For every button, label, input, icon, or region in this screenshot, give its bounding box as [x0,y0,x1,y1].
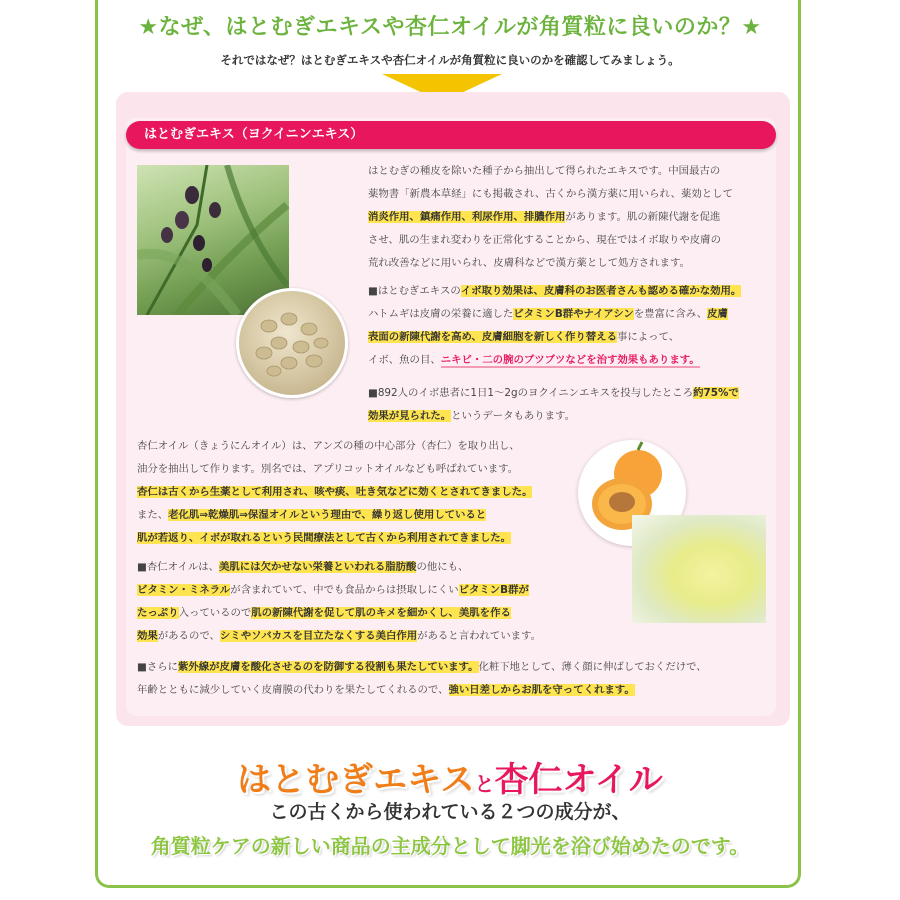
text-line [368,160,733,183]
text-segment: 年齢とともに減少していく皮膚膜の代わりを果たしてくれるので、 [137,684,449,696]
highlighted-text: 効果が見られた。 [368,410,452,422]
highlighted-text: 紫外線が皮膚を酸化させるのを防御する役割も果たしています。 [178,661,479,673]
highlighted-text: 強い日差しからお肌を守ってくれます。 [448,684,635,696]
text-segment: があるので、 [157,630,220,642]
kyonin-nutrients [137,556,541,648]
hatomugi-description [368,160,733,275]
text-segment: というデータもあります。 [451,410,575,422]
apricot-oil-image [632,515,766,623]
text-line [368,229,733,252]
conclusion-connector: と [474,772,495,796]
text-line [137,602,541,625]
hatomugi-wart-effect [368,280,741,372]
text-segment: 入っているので [178,607,252,619]
conclusion-line-3: 角質粒ケアの新しい商品の主成分として脚光を浴び始めたのです。 [150,834,750,858]
text-line [137,481,532,504]
highlighted-text: 皮膚 [707,308,728,320]
highlighted-text: ビタミン・ミネラル [137,584,231,596]
highlighted-text: ビタミンB群やナイアシン [513,308,634,320]
section-title-bar [126,121,776,149]
text-segment: ハトムギは皮膚の栄養に適した [368,308,514,320]
text-segment: を豊富に含み、 [633,308,708,320]
text-segment: ■はとむぎエキスの [368,285,461,297]
text-line [137,458,532,481]
kyonin-uv-protection [137,656,707,702]
highlighted-text: 老化肌⇒乾燥肌⇒保湿オイルという理由で、繰り返し使用していると [168,509,487,521]
text-segment: ■杏仁オイルは、 [137,561,220,573]
page-subheadline: それではなぜ？はとむぎエキスや杏仁オイルが角質粒に良いのかを確認してみましょう。 [220,53,680,67]
text-segment: させ、肌の生まれ変わりを正常化することから、現在ではイボ取りや皮膚の [368,234,721,246]
highlighted-text: 肌が若返り、イボが取れるという民間療法として古くから利用されてきました。 [137,532,512,544]
section-title: はとむぎエキス（ヨクイニンエキス） [144,127,364,142]
text-line [368,349,741,372]
text-line [137,556,541,579]
highlighted-text: ビタミンB群が [458,584,529,596]
text-line [368,280,741,303]
text-line [368,206,733,229]
text-line [137,579,541,602]
text-segment: ■さらに [137,661,178,673]
hatomugi-clinical-data [368,382,739,428]
text-segment: 荒れ改善などに用いられ、皮膚科などで漢方薬として処方されます。 [368,257,690,269]
text-segment: 油分を抽出して作ります。別名では、アプリコットオイルなども呼ばれています。 [137,463,519,475]
highlighted-text: 効果 [137,630,158,642]
highlighted-text: 表面の新陳代謝を高め、皮膚細胞を新しく作り替える [368,331,617,343]
text-line [137,504,532,527]
highlighted-text: イボ取り効果は、皮膚科のお医者さんも認める確かな効用。 [460,285,742,297]
page-headline: ★なぜ、はとむぎエキスや杏仁オイルが角質粒に良いのか？★ [138,15,762,40]
text-segment: 杏仁オイル（きょうにんオイル）は、アンズの種の中心部分（杏仁）を取り出し、 [137,440,520,452]
conclusion-ingredient-2: 杏仁オイル [494,760,663,800]
highlighted-text: たっぷり [137,607,179,619]
text-segment: ■892人のイボ患者に1日1～2gのヨクイニンエキスを投与したところ [368,387,694,399]
text-line [368,252,733,275]
text-segment: が含まれていて、中でも食品からは摂取しにくい [230,584,459,596]
highlighted-text: 約75%で [693,387,739,399]
text-segment: 事によって、 [616,331,680,343]
emphasis-text: ニキビ・二の腕のブツブツなどを治す効果もあります。 [440,354,700,366]
hatomugi-seeds-image [236,288,348,398]
text-segment: があると言われています。 [417,630,541,642]
text-segment: があります。肌の新陳代謝を促進 [565,211,721,223]
text-segment: はとむぎの種皮を除いた種子から抽出して得られたエキスです。中国最古の [368,165,721,177]
text-segment: また、 [137,509,169,521]
text-line [368,405,739,428]
text-line [137,656,707,679]
highlighted-text: 美肌には欠かせない栄養といわれる脂肪酸 [219,561,417,573]
text-segment: 薬物書「新農本草経」にも掲載され、古くから漢方薬に用いられ、薬効として [368,188,733,200]
text-line [368,183,733,206]
text-line [368,303,741,326]
text-line [137,625,541,648]
conclusion-line-2: この古くから使われている２つの成分が、 [269,801,631,823]
text-line [368,326,741,349]
kyonin-description [137,435,532,550]
conclusion-ingredient-1: はとむぎエキス [237,760,475,800]
highlighted-text: シミやソバカスを目立たなくする美白作用 [219,630,418,642]
text-line [368,382,739,405]
text-segment: の他にも、 [416,561,469,573]
text-segment: 化粧下地として、薄く顔に伸ばしておくだけで、 [478,661,707,673]
conclusion-title [95,752,805,801]
highlighted-text: 杏仁は古くから生薬として利用され、咳や痰、吐き気などに効くとされてきました。 [137,486,533,498]
text-line [137,435,532,458]
text-line [137,679,707,702]
highlighted-text: 消炎作用、鎮痛作用、利尿作用、排膿作用 [368,211,566,223]
text-segment: イボ、魚の目、 [368,354,441,366]
highlighted-text: 肌の新陳代謝を促して肌のキメを細かくし、美肌を作る [251,607,511,619]
text-line [137,527,532,550]
